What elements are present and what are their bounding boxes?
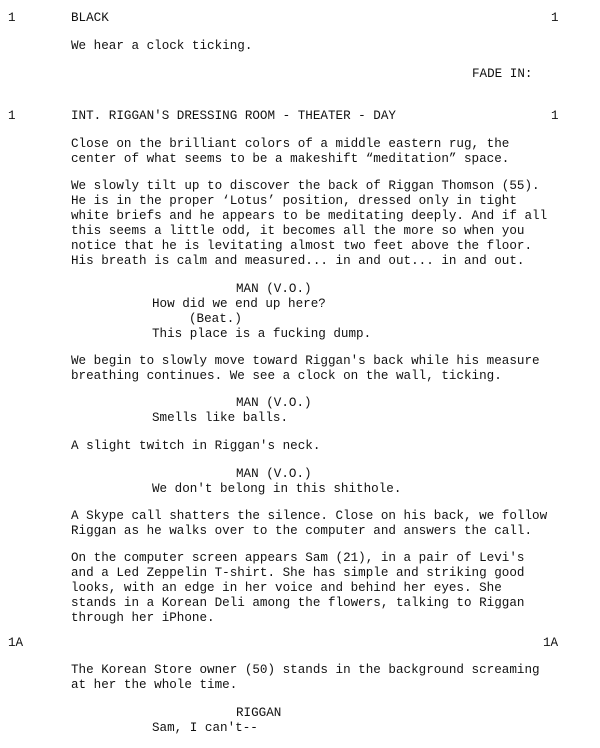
- action-line: He is in the proper ‘Lotus’ position, dressed only in tight: [71, 194, 517, 208]
- scene-number-left: 1A: [8, 636, 24, 650]
- action-line: His breath is calm and measured... in and out... in and out.: [71, 254, 525, 268]
- parenthetical: (Beat.): [189, 312, 242, 326]
- character-cue: MAN (V.O.): [236, 282, 312, 296]
- action-line: center of what seems to be a makeshift “meditation” space.: [71, 152, 510, 166]
- scene-number-right: 1A: [543, 636, 559, 650]
- action-line: A Skype call shatters the silence. Close on his back, we follow: [71, 509, 548, 523]
- action-line: We hear a clock ticking.: [71, 39, 253, 53]
- action-line: notice that he is levitating almost two feet above the floor.: [71, 239, 533, 253]
- transition: FADE IN:: [472, 67, 533, 81]
- dialogue-line: Sam, I can't--: [152, 721, 258, 735]
- action-line: On the computer screen appears Sam (21), in a pair of Levi's: [71, 551, 525, 565]
- action-line: We begin to slowly move toward Riggan's back while his measure: [71, 354, 540, 368]
- action-line: this seems a little odd, it becomes all the more so when you: [71, 224, 525, 238]
- scene-number-left: 1: [8, 109, 16, 123]
- action-line: breathing continues. We see a clock on the wall, ticking.: [71, 369, 502, 383]
- action-line: and a Led Zeppelin T-shirt. She has simple and striking good: [71, 566, 525, 580]
- character-cue: MAN (V.O.): [236, 396, 312, 410]
- scene-number-right: 1: [551, 11, 559, 25]
- action-line: The Korean Store owner (50) stands in the background screaming: [71, 663, 540, 677]
- dialogue-line: This place is a fucking dump.: [152, 327, 372, 341]
- action-line: Riggan as he walks over to the computer and answers the call.: [71, 524, 533, 538]
- character-cue: RIGGAN: [236, 706, 282, 720]
- dialogue-line: Smells like balls.: [152, 411, 289, 425]
- scene-heading: INT. RIGGAN'S DRESSING ROOM - THEATER - DAY: [71, 109, 396, 123]
- action-line: through her iPhone.: [71, 611, 215, 625]
- character-cue: MAN (V.O.): [236, 467, 312, 481]
- dialogue-line: How did we end up here?: [152, 297, 326, 311]
- action-line: stands in a Korean Deli among the flowers, talking to Riggan: [71, 596, 525, 610]
- scene-number-right: 1: [551, 109, 559, 123]
- action-line: at her the whole time.: [71, 678, 238, 692]
- scene-number-left: 1: [8, 11, 16, 25]
- action-line: white briefs and he appears to be meditating deeply. And if all: [71, 209, 548, 223]
- scene-heading: BLACK: [71, 11, 109, 25]
- action-line: Close on the brilliant colors of a middle eastern rug, the: [71, 137, 510, 151]
- action-line: We slowly tilt up to discover the back of Riggan Thomson (55).: [71, 179, 540, 193]
- action-line: looks, with an edge in her voice and behind her eyes. She: [71, 581, 502, 595]
- dialogue-line: We don't belong in this shithole.: [152, 482, 402, 496]
- action-line: A slight twitch in Riggan's neck.: [71, 439, 321, 453]
